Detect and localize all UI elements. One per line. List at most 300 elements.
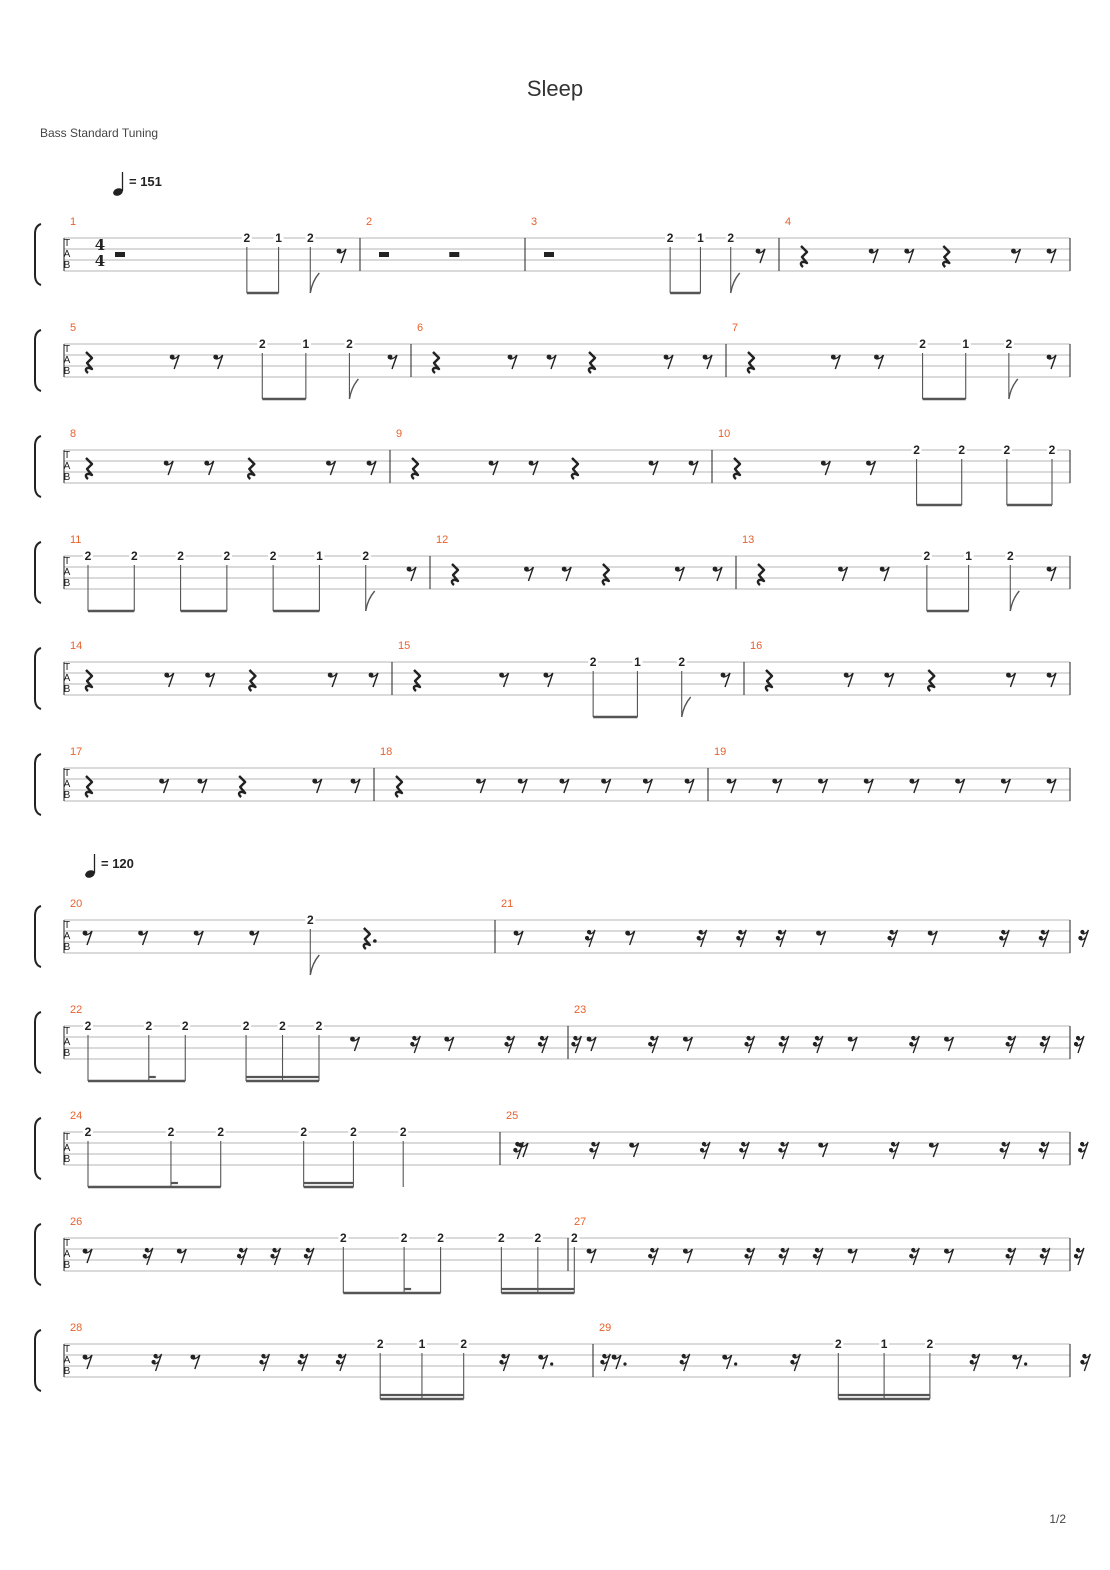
fret-number: 2 (167, 1125, 175, 1139)
sixteenth-rest-icon (736, 930, 746, 947)
fret-number: 2 (217, 1125, 225, 1139)
measure (70, 1004, 581, 1081)
measure-number: 6 (417, 322, 424, 334)
tab-clef-letter: B (63, 942, 71, 953)
fret-number: 2 (834, 1337, 842, 1351)
eighth-rest-icon (818, 779, 827, 793)
eighth-rest-icon (866, 461, 875, 475)
tab-clef-letter: T (63, 344, 71, 355)
fret-number: 2 (306, 231, 314, 245)
fret-number: 2 (923, 549, 931, 563)
eighth-rest-icon (683, 1037, 692, 1051)
eighth-rest-icon (1006, 673, 1015, 687)
fret-number: 2 (243, 231, 251, 245)
measure (785, 216, 1056, 267)
tab-system (35, 172, 1070, 293)
sixteenth-rest-icon (744, 1036, 754, 1053)
fret-number: 2 (339, 1231, 347, 1245)
eighth-rest-icon (880, 567, 889, 581)
fret-number: 2 (460, 1337, 468, 1351)
eighth-rest-icon (83, 1249, 92, 1263)
tab-clef-letter: A (63, 249, 71, 260)
tab-clef-letter: A (63, 1143, 71, 1154)
eighth-rest-icon (1047, 567, 1056, 581)
eighth-rest-icon (685, 779, 694, 793)
dotted-eighth-rest-icon (722, 1355, 737, 1369)
eighth-rest-icon (904, 249, 913, 263)
tab-clef-letter: B (63, 684, 71, 695)
tab-system (35, 1004, 1084, 1081)
eighth-rest-icon (83, 1355, 92, 1369)
fret-number: 2 (130, 549, 138, 563)
fret-number: 2 (242, 1019, 250, 1033)
measure-number: 22 (70, 1004, 83, 1016)
sixteenth-rest-icon (304, 1248, 314, 1265)
eighth-rest-icon (369, 673, 378, 687)
measure (531, 216, 765, 293)
sixteenth-rest-icon (1005, 1248, 1015, 1265)
sixteenth-rest-icon (585, 930, 595, 947)
sixteenth-rest-icon (571, 1036, 581, 1053)
tab-system (35, 534, 1070, 611)
fret-number: 1 (697, 231, 704, 245)
sixteenth-rest-icon (538, 1036, 548, 1053)
eighth-rest-icon (838, 567, 847, 581)
system-bracket (35, 224, 41, 285)
eighth-rest-icon (190, 1355, 199, 1369)
fret-number: 2 (919, 337, 926, 351)
measure (70, 746, 360, 797)
eighth-rest-icon (562, 567, 571, 581)
measure (70, 322, 397, 399)
sixteenth-rest-icon (1074, 1248, 1084, 1265)
measure-number: 5 (70, 322, 77, 334)
system-bracket (35, 330, 41, 391)
measure (396, 428, 698, 479)
measure (574, 1004, 1084, 1053)
measure (417, 322, 712, 373)
eighth-rest-icon (756, 249, 765, 263)
sixteenth-rest-icon (1005, 1036, 1015, 1053)
fret-number: 1 (302, 337, 310, 351)
fret-number: 1 (965, 549, 972, 563)
tab-clef-letter: T (63, 1344, 71, 1355)
eighth-rest-icon (929, 1143, 938, 1157)
fret-number: 2 (1005, 337, 1013, 351)
sixteenth-rest-icon (700, 1142, 710, 1159)
eighth-rest-icon (164, 673, 173, 687)
fret-number: 1 (418, 1337, 426, 1351)
tab-system (35, 746, 1070, 815)
measure-number: 28 (70, 1322, 83, 1334)
eighth-rest-icon (350, 1037, 359, 1051)
fret-number: 2 (269, 549, 277, 563)
measure-number: 20 (70, 898, 83, 910)
tab-clef-letter: A (63, 355, 71, 366)
measure (70, 898, 377, 975)
system-bracket (35, 1224, 41, 1285)
measure (732, 322, 1056, 399)
tab-clef-letter: T (63, 1132, 71, 1143)
eighth-rest-icon (388, 355, 397, 369)
eighth-rest-icon (643, 779, 652, 793)
sixteenth-rest-icon (648, 1036, 658, 1053)
sixteenth-rest-icon (410, 1036, 420, 1053)
measure-number: 25 (506, 1110, 519, 1122)
fret-number: 2 (315, 1019, 323, 1033)
sixteenth-rest-icon (1040, 1036, 1050, 1053)
tab-system (35, 428, 1070, 505)
sixteenth-rest-icon (589, 1142, 599, 1159)
tab-clef-letter: B (63, 578, 71, 589)
eighth-rest-icon (864, 779, 873, 793)
sixteenth-rest-icon (270, 1248, 280, 1265)
sixteenth-rest-icon (259, 1354, 269, 1371)
measure-number: 9 (396, 428, 403, 440)
system-bracket (35, 1330, 41, 1391)
eighth-rest-icon (164, 461, 173, 475)
sixteenth-rest-icon (1000, 1142, 1010, 1159)
note-flag (349, 379, 358, 399)
eighth-rest-icon (138, 931, 147, 945)
eighth-rest-icon (547, 355, 556, 369)
tab-clef-letter: T (63, 920, 71, 931)
fret-number: 2 (666, 231, 674, 245)
sixteenth-rest-icon (697, 930, 707, 947)
tab-clef-letter: A (63, 1355, 71, 1366)
tab-clef-letter: B (63, 1260, 71, 1271)
measure (750, 640, 1056, 691)
measure (70, 216, 346, 293)
measure-number: 16 (750, 640, 763, 652)
tab-clef-letter: T (63, 1026, 71, 1037)
fret-number: 2 (913, 443, 920, 457)
eighth-rest-icon (649, 461, 658, 475)
eighth-rest-icon (874, 355, 883, 369)
sixteenth-rest-icon (889, 1142, 899, 1159)
tab-clef-letter: B (63, 260, 71, 271)
tab-clef-letter: B (63, 1366, 71, 1377)
fret-number: 2 (498, 1231, 505, 1245)
fret-number: 2 (350, 1125, 357, 1139)
eighth-rest-icon (1047, 249, 1056, 263)
note-flag (682, 697, 691, 717)
sixteenth-rest-icon (1039, 1142, 1049, 1159)
eighth-rest-icon (249, 931, 258, 945)
fret-number: 2 (1006, 549, 1014, 563)
sixteenth-rest-icon (1080, 1354, 1090, 1371)
sixteenth-rest-icon (680, 1354, 690, 1371)
eighth-rest-icon (848, 1249, 857, 1263)
note-flag (1009, 379, 1018, 399)
eighth-rest-icon (524, 567, 533, 581)
eighth-rest-icon (772, 779, 781, 793)
eighth-rest-icon (703, 355, 712, 369)
measure-number: 29 (599, 1322, 612, 1334)
eighth-rest-icon (213, 355, 222, 369)
measure-number: 8 (70, 428, 77, 440)
fret-number: 2 (223, 549, 231, 563)
fret-number: 2 (181, 1019, 189, 1033)
fret-number: 2 (279, 1019, 286, 1033)
fret-number: 2 (399, 1125, 407, 1139)
eighth-rest-icon (848, 1037, 857, 1051)
eighth-rest-icon (727, 779, 736, 793)
measure (436, 534, 722, 585)
eighth-rest-icon (831, 355, 840, 369)
eighth-rest-icon (675, 567, 684, 581)
system-bracket (35, 754, 41, 815)
measure (70, 640, 378, 691)
sixteenth-rest-icon (1074, 1036, 1084, 1053)
measure-number: 10 (718, 428, 731, 440)
sixteenth-rest-icon (336, 1354, 346, 1371)
measure-number: 13 (742, 534, 755, 546)
sixteenth-rest-icon (909, 1036, 919, 1053)
sixteenth-rest-icon (1039, 930, 1049, 947)
eighth-rest-icon (884, 673, 893, 687)
fret-number: 1 (880, 1337, 888, 1351)
eighth-rest-icon (955, 779, 964, 793)
fret-number: 2 (437, 1231, 444, 1245)
eighth-rest-icon (844, 673, 853, 687)
eighth-rest-icon (326, 461, 335, 475)
note-flag (1010, 591, 1019, 611)
measure-number: 3 (531, 216, 538, 228)
tab-clef-letter: T (63, 768, 71, 779)
eighth-rest-icon (818, 1143, 827, 1157)
measure (70, 534, 416, 611)
eighth-rest-icon (816, 931, 825, 945)
eighth-rest-icon (559, 779, 568, 793)
measure-number: 17 (70, 746, 83, 758)
fret-number: 2 (300, 1125, 308, 1139)
eighth-rest-icon (629, 1143, 638, 1157)
fret-number: 2 (346, 337, 353, 351)
measure (366, 216, 459, 257)
tab-clef-letter: T (63, 1238, 71, 1249)
fret-number: 2 (306, 913, 314, 927)
eighth-rest-icon (499, 673, 508, 687)
fret-number: 2 (258, 337, 266, 351)
tab-clef-letter: T (63, 556, 71, 567)
eighth-rest-icon (1047, 779, 1056, 793)
measure-number: 7 (732, 322, 739, 334)
eighth-rest-icon (518, 779, 527, 793)
measure-number: 24 (70, 1110, 83, 1122)
half-rest-icon (379, 252, 389, 257)
tab-system (35, 1110, 1088, 1187)
eighth-rest-icon (177, 1249, 186, 1263)
eighth-rest-icon (683, 1249, 692, 1263)
system-bracket (35, 436, 41, 497)
eighth-rest-icon (476, 779, 485, 793)
score-title: Sleep (526, 76, 584, 101)
note-flag (310, 955, 319, 975)
fret-number: 2 (534, 1231, 542, 1245)
eighth-rest-icon (928, 931, 937, 945)
measure-number: 21 (501, 898, 514, 910)
dotted-eighth-rest-icon (1012, 1355, 1027, 1369)
half-rest-icon (544, 252, 554, 257)
eighth-rest-icon (351, 779, 360, 793)
fret-number: 2 (145, 1019, 153, 1033)
tab-system (35, 1322, 1090, 1399)
measure-number: 12 (436, 534, 449, 546)
tab-clef-letter: A (63, 931, 71, 942)
sixteenth-rest-icon (1078, 1142, 1088, 1159)
eighth-rest-icon (821, 461, 830, 475)
fret-number: 1 (275, 231, 282, 245)
eighth-rest-icon (529, 461, 538, 475)
fret-number: 2 (678, 655, 686, 669)
tab-clef-letter: A (63, 461, 71, 472)
eighth-rest-icon (721, 673, 730, 687)
measure-number: 2 (366, 216, 373, 228)
sixteenth-rest-icon (504, 1036, 514, 1053)
half-rest-icon (115, 252, 125, 257)
sixteenth-rest-icon (887, 930, 897, 947)
fret-number: 2 (1048, 443, 1056, 457)
fret-number: 1 (962, 337, 970, 351)
tab-clef-letter: A (63, 779, 71, 790)
eighth-rest-icon (1011, 249, 1020, 263)
measure (714, 746, 1056, 793)
fret-number: 2 (84, 1019, 92, 1033)
tab-clef-letter: A (63, 673, 71, 684)
system-bracket (35, 906, 41, 967)
tab-clef-letter: B (63, 366, 71, 377)
measure (70, 1322, 610, 1399)
eighth-rest-icon (869, 249, 878, 263)
sixteenth-rest-icon (600, 1354, 610, 1371)
eighth-rest-icon (664, 355, 673, 369)
eighth-rest-icon (367, 461, 376, 475)
eighth-rest-icon (514, 931, 523, 945)
eighth-rest-icon (587, 1249, 596, 1263)
tempo-marking: = 120 (101, 856, 134, 871)
sixteenth-rest-icon (143, 1248, 153, 1265)
measure-number: 15 (398, 640, 411, 652)
measure-number: 4 (785, 216, 792, 228)
eighth-rest-icon (587, 1037, 596, 1051)
eighth-rest-icon (83, 931, 92, 945)
tab-clef-letter: T (63, 238, 71, 249)
sixteenth-rest-icon (909, 1248, 919, 1265)
time-signature-bottom: 4 (94, 252, 106, 270)
sixteenth-rest-icon (999, 930, 1009, 947)
note-flag (310, 273, 319, 293)
eighth-rest-icon (407, 567, 416, 581)
measure (501, 898, 1088, 947)
tab-clef-letter: B (63, 1154, 71, 1165)
system-bracket (35, 1118, 41, 1179)
measure (70, 1216, 579, 1293)
sixteenth-rest-icon (744, 1248, 754, 1265)
eighth-rest-icon (197, 779, 206, 793)
fret-number: 2 (958, 443, 966, 457)
fret-number: 2 (362, 549, 370, 563)
tempo-marking: = 151 (129, 174, 162, 189)
fret-number: 2 (84, 1125, 92, 1139)
half-rest-icon (449, 252, 459, 257)
fret-number: 2 (1003, 443, 1011, 457)
fret-number: 1 (316, 549, 323, 563)
eighth-rest-icon (909, 779, 918, 793)
eighth-rest-icon (170, 355, 179, 369)
fret-number: 2 (570, 1231, 578, 1245)
eighth-rest-icon (159, 779, 168, 793)
eighth-rest-icon (194, 931, 203, 945)
eighth-rest-icon (489, 461, 498, 475)
measure (742, 534, 1056, 611)
measure (599, 1322, 1090, 1399)
fret-number: 2 (177, 549, 184, 563)
sixteenth-rest-icon (813, 1036, 823, 1053)
sixteenth-rest-icon (779, 1036, 789, 1053)
dotted-eighth-rest-icon (538, 1355, 553, 1369)
measure (380, 746, 694, 797)
eighth-rest-icon (713, 567, 722, 581)
note-flag (731, 273, 740, 293)
dotted-eighth-rest-icon (612, 1355, 627, 1369)
measure-number: 1 (70, 216, 77, 228)
tab-clef-letter: B (63, 472, 71, 483)
fret-number: 2 (926, 1337, 934, 1351)
sixteenth-rest-icon (970, 1354, 980, 1371)
fret-number: 2 (84, 549, 92, 563)
fret-number: 2 (727, 231, 735, 245)
tab-system (35, 854, 1088, 975)
tab-system (35, 640, 1070, 717)
system-bracket (35, 648, 41, 709)
page-indicator: 1/2 (1049, 1512, 1066, 1526)
tab-clef-letter: A (63, 1037, 71, 1048)
tab-clef-letter: A (63, 567, 71, 578)
tab-clef-letter: T (63, 450, 71, 461)
fret-number: 2 (400, 1231, 408, 1245)
measure-number: 26 (70, 1216, 83, 1228)
system-bracket (35, 1012, 41, 1073)
eighth-rest-icon (205, 673, 214, 687)
fret-number: 2 (589, 655, 597, 669)
tab-clef-letter: A (63, 1249, 71, 1260)
eighth-rest-icon (944, 1037, 953, 1051)
tab-clef-letter: B (63, 790, 71, 801)
measure (398, 640, 730, 717)
eighth-rest-icon (601, 779, 610, 793)
measure-number: 27 (574, 1216, 587, 1228)
eighth-rest-icon (1047, 673, 1056, 687)
eighth-rest-icon (543, 673, 552, 687)
sixteenth-rest-icon (298, 1354, 308, 1371)
eighth-rest-icon (508, 355, 517, 369)
eighth-rest-icon (337, 249, 346, 263)
eighth-rest-icon (312, 779, 321, 793)
sixteenth-rest-icon (499, 1354, 509, 1371)
eighth-rest-icon (944, 1249, 953, 1263)
sixteenth-rest-icon (813, 1248, 823, 1265)
measure-number: 11 (70, 534, 82, 546)
tab-clef-letter: T (63, 662, 71, 673)
measure (70, 428, 376, 479)
measure-number: 14 (70, 640, 83, 652)
sixteenth-rest-icon (1040, 1248, 1050, 1265)
eighth-rest-icon (689, 461, 698, 475)
sixteenth-rest-icon (779, 1248, 789, 1265)
sixteenth-rest-icon (1078, 930, 1088, 947)
system-bracket (35, 542, 41, 603)
